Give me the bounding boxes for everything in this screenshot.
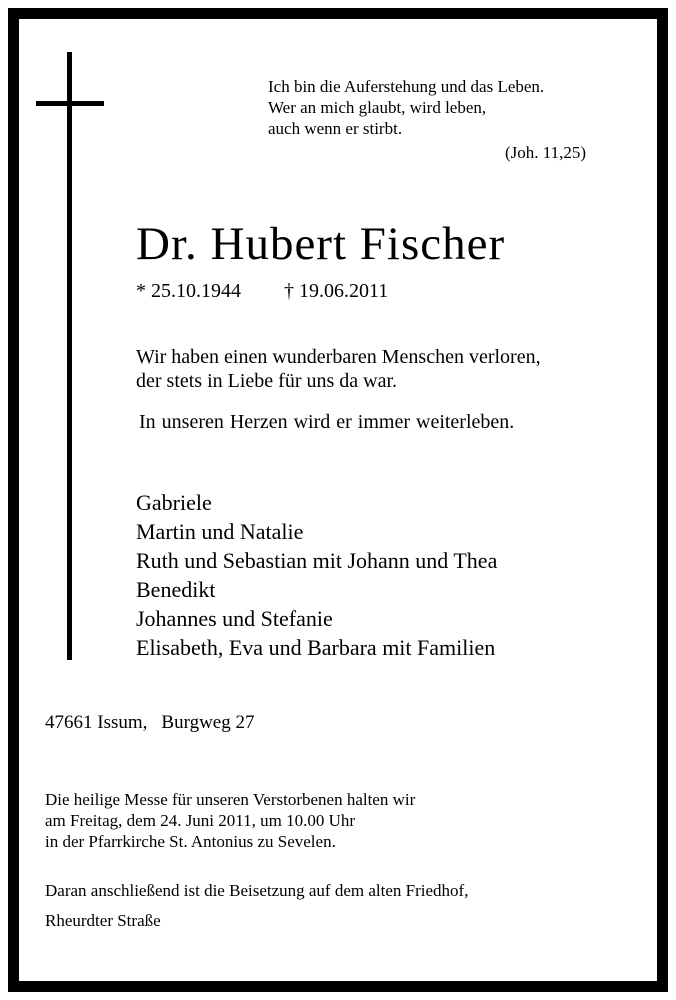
family-list (136, 488, 497, 662)
birth-date: * 25.10.1944 (136, 280, 241, 302)
bible-verse (268, 76, 544, 139)
mass-line: Die heilige Messe für unseren Verstorbenen halten wir (45, 790, 416, 809)
deceased-name: Dr. Hubert Fischer (136, 218, 506, 270)
verse-line: Wer an mich glaubt, wird leben, (268, 98, 487, 117)
family-member: Gabriele (136, 490, 212, 515)
tribute-closing: In unseren Herzen wird er immer weiterleben. (139, 411, 515, 433)
burial-line: Rheurdter Straße (45, 911, 161, 930)
family-member: Ruth und Sebastian mit Johann und Thea (136, 548, 498, 573)
mass-line: am Freitag, dem 24. Juni 2011, um 10.00 Uhr (45, 811, 356, 830)
burial-line: Daran anschließend ist die Beisetzung auf dem alten Friedhof, (45, 881, 469, 900)
verse-line: Ich bin die Auferstehung und das Leben. (268, 77, 545, 96)
family-member: Elisabeth, Eva und Barbara mit Familien (136, 635, 496, 660)
death-date: † 19.06.2011 (284, 280, 389, 302)
family-member: Benedikt (136, 577, 216, 602)
burial-notice (45, 876, 468, 936)
cross-icon (67, 52, 72, 660)
mass-notice (45, 789, 415, 852)
family-member: Martin und Natalie (136, 519, 304, 544)
tribute-text (136, 345, 541, 393)
life-dates (136, 280, 388, 303)
mass-line: in der Pfarrkirche St. Antonius zu Sevelen. (45, 832, 336, 851)
verse-reference: (Joh. 11,25) (505, 143, 587, 162)
verse-line: auch wenn er stirbt. (268, 119, 403, 138)
cross-icon-bar (36, 101, 104, 106)
address (45, 712, 254, 734)
tribute-line: Wir haben einen wunderbaren Menschen verloren, (136, 346, 541, 368)
address-city: 47661 Issum, (45, 712, 148, 733)
tribute-line: der stets in Liebe für uns da war. (136, 370, 398, 392)
address-street: Burgweg 27 (161, 712, 255, 733)
family-member: Johannes und Stefanie (136, 606, 333, 631)
